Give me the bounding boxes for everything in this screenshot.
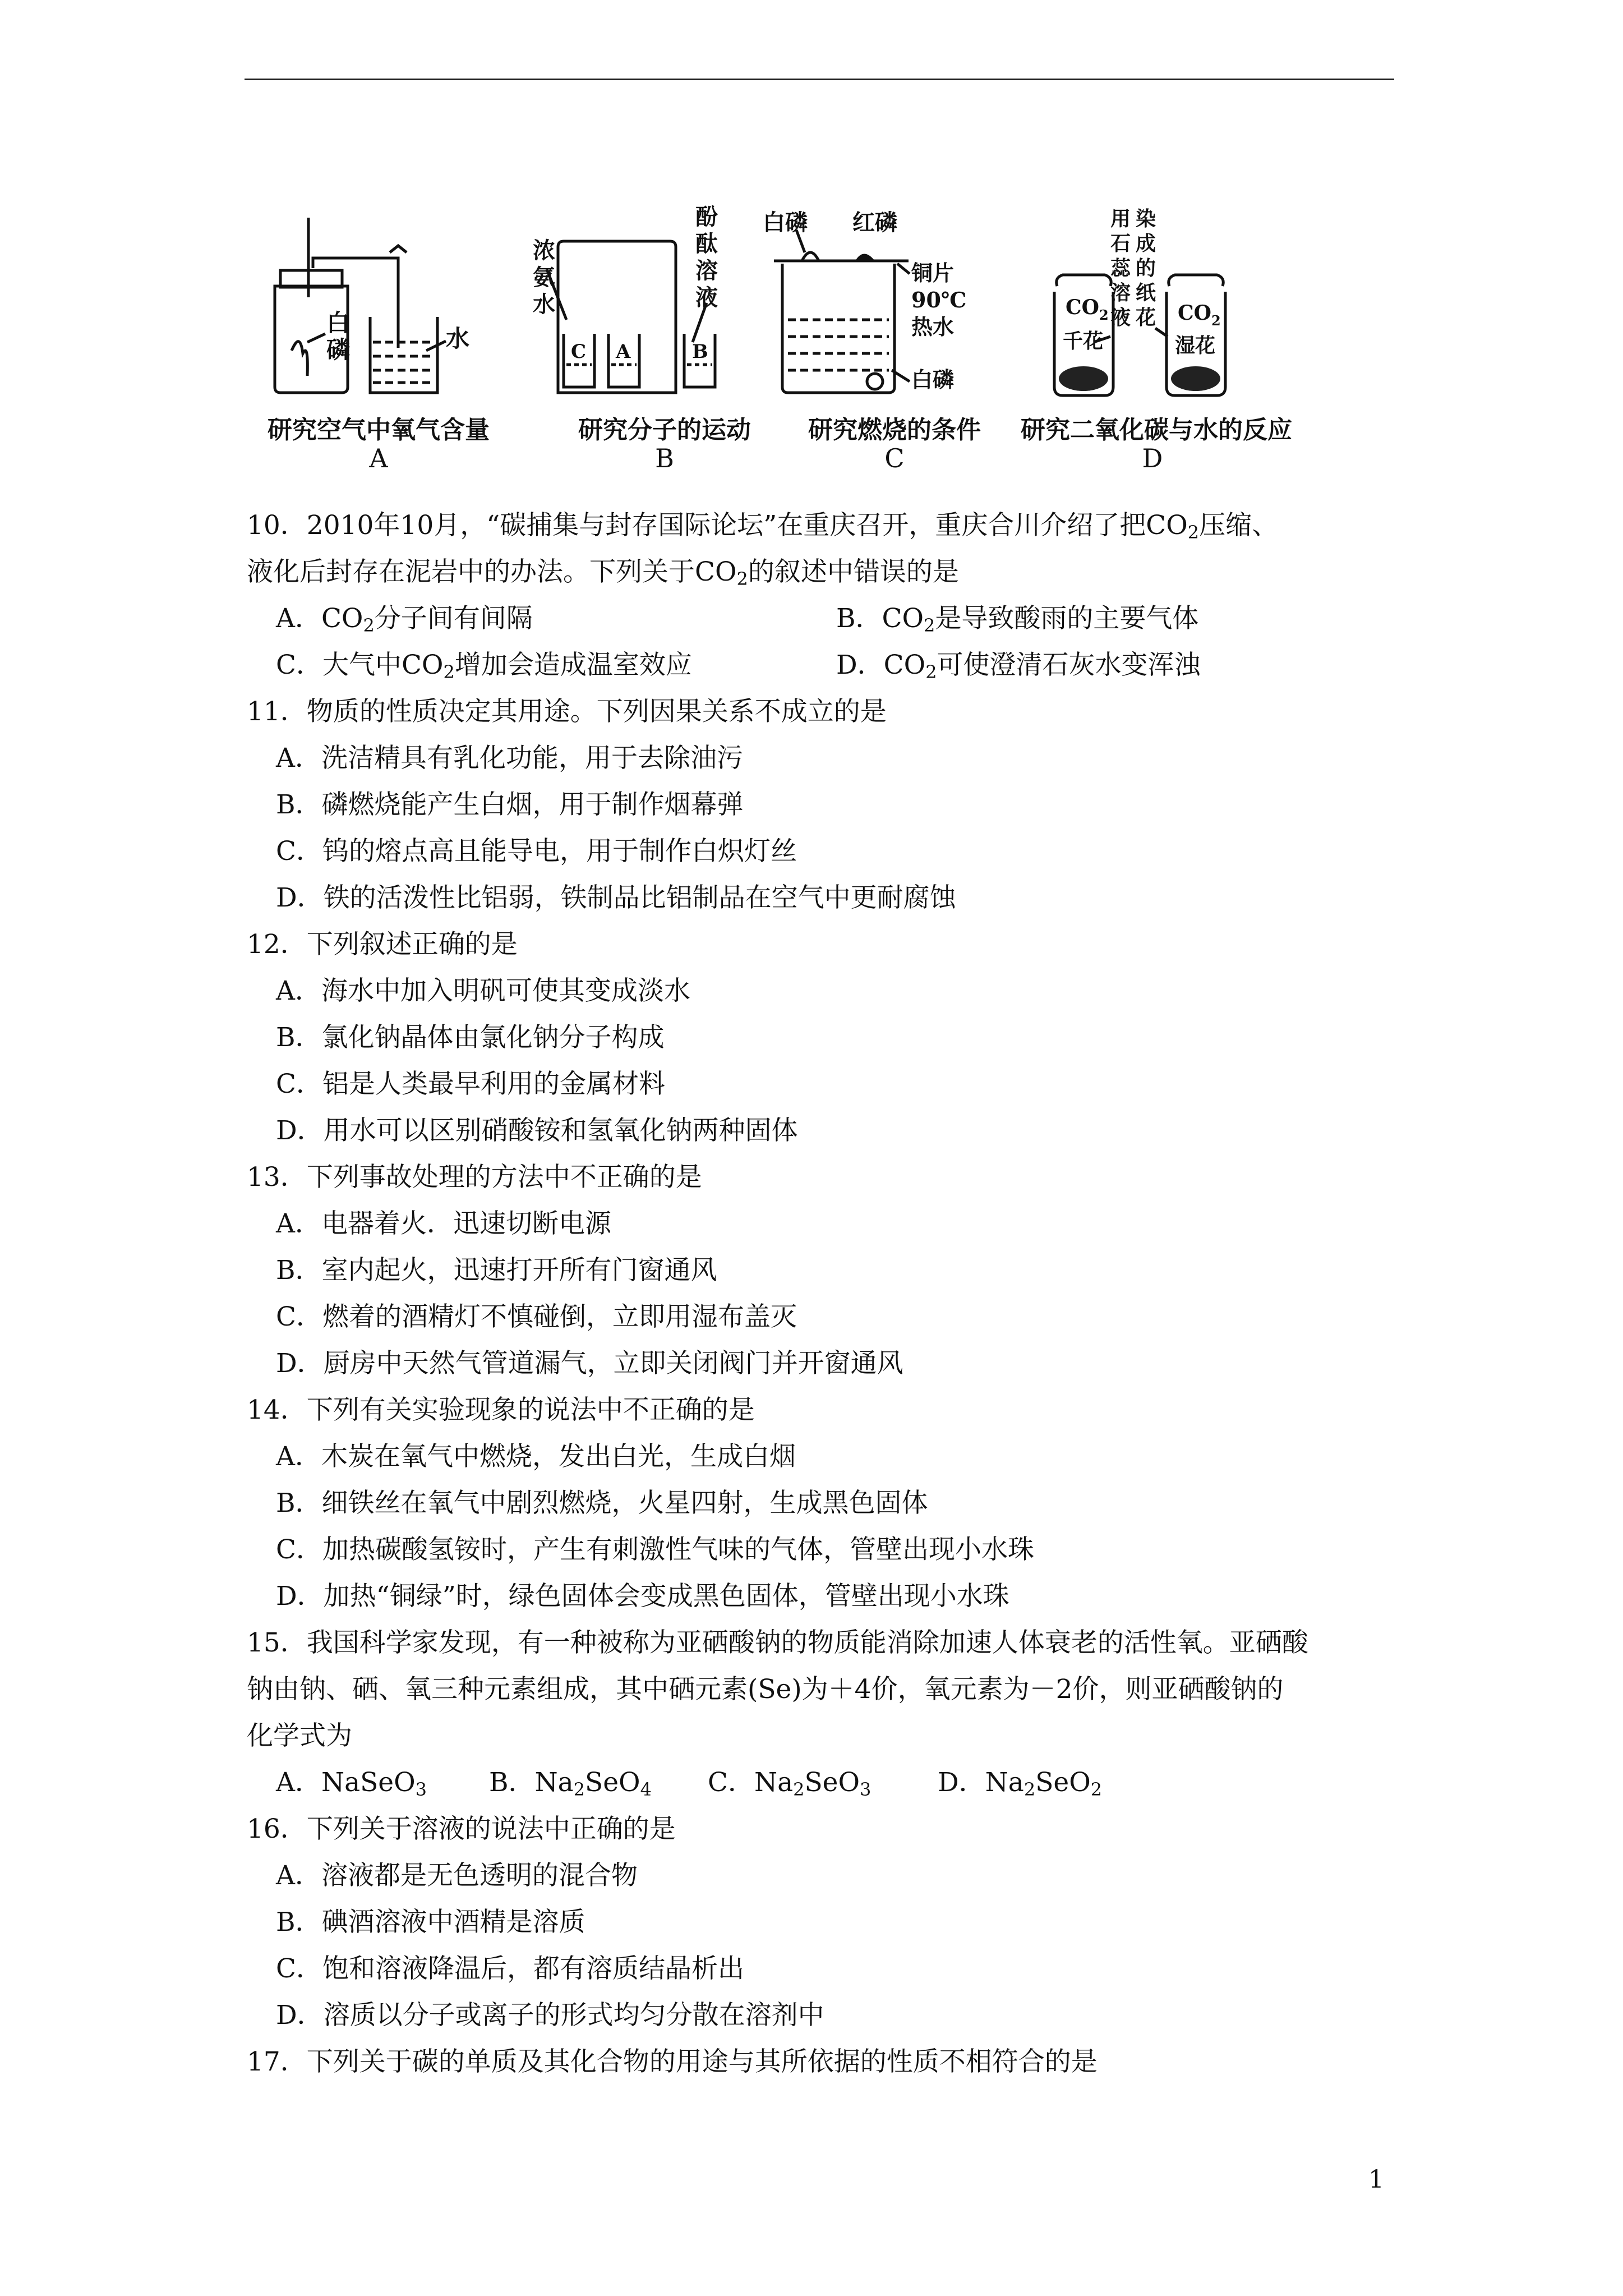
figure-d-letter: D: [1142, 443, 1163, 473]
q15-options: [247, 1759, 1396, 1806]
figure-d-caption: 研究二氧化碳与水的反应: [1021, 416, 1292, 444]
figure-a: [247, 208, 510, 477]
q15-option-d: D．$Na_2SeO_2$: [938, 1767, 1103, 1800]
beaker-label-a: A: [616, 341, 631, 363]
q10-option-a: A．$CO_2$分子间有间隔: [276, 603, 533, 636]
oxygen-content-apparatus-diagram: [247, 208, 510, 432]
label-phenolphthalein-1: 酚: [695, 204, 718, 230]
label-white-phosphorus-bottom: 白磷: [911, 367, 955, 392]
q16-option-c: C．饱和溶液降温后，都有溶质结晶析出: [276, 1953, 744, 1984]
label-dyed-paper-5: 花: [1136, 306, 1156, 329]
label-white-phosphorus-top: 白磷: [763, 209, 808, 236]
label-dyed-paper-1: 染: [1136, 207, 1156, 231]
label-concentrated-ammonia-1: 浓: [533, 237, 555, 264]
combustion-conditions-diagram: [763, 208, 1026, 432]
q10-option-b: B．$CO_2$是导致酸雨的主要气体: [836, 603, 1199, 636]
label-water: 水: [446, 325, 470, 352]
label-dyed-paper-4: 纸: [1136, 281, 1156, 305]
label-litmus-5: 液: [1110, 306, 1131, 329]
q13-stem: 13．下列事故处理的方法中不正确的是: [247, 1162, 702, 1193]
label-temperature: 90℃: [911, 287, 967, 312]
q16-option-d: D．溶质以分子或离子的形式均匀分散在溶剂中: [276, 2000, 824, 2031]
label-dry-flower: 千花: [1063, 329, 1104, 353]
q15-option-b: B．$Na_2SeO_4$: [489, 1767, 652, 1800]
figure-b-caption: 研究分子的运动: [578, 416, 751, 444]
q12-option-d: D．用水可以区别硝酸铵和氢氧化钠两种固体: [276, 1115, 798, 1146]
figure-d: [1021, 207, 1292, 477]
figure-c-letter: C: [884, 443, 905, 473]
label-wet-flower: 湿花: [1175, 334, 1216, 357]
q15-option-a: A．NaSeO$_3$: [276, 1767, 427, 1800]
q15-stem-line3: 化学式为: [247, 1720, 352, 1751]
q11-option-b: B．磷燃烧能产生白烟，用于制作烟幕弹: [276, 789, 744, 820]
q12-option-c: C．铝是人类最早利用的金属材料: [276, 1069, 665, 1099]
label-white-phosphorus-1: 白: [326, 309, 351, 337]
q15-stem-line2: 钠由钠、硒、氧三种元素组成，其中硒元素(Se)为＋4价，氧元素为－2价，则亚硒酸钠的: [247, 1674, 1284, 1705]
q14-option-d: D．加热“铜绿”时，绿色固体会变成黑色固体，管壁出现小水珠: [276, 1581, 1009, 1612]
q12-option-b: B．氯化钠晶体由氯化钠分子构成: [276, 1022, 665, 1053]
q15-stem-line1: 15．我国科学家发现，有一种被称为亚硒酸钠的物质能消除加速人体衰老的活性氧。亚硒酸: [247, 1627, 1308, 1658]
label-co2-right: $CO_2$: [1178, 301, 1221, 329]
label-white-phosphorus-2: 磷: [326, 336, 351, 364]
q13-option-c: C．燃着的酒精灯不慎碰倒，立即用湿布盖灭: [276, 1301, 797, 1332]
q16-option-a: A．溶液都是无色透明的混合物: [276, 1860, 638, 1891]
q11-option-a: A．洗洁精具有乳化功能，用于去除油污: [276, 743, 743, 774]
label-dyed-paper-3: 的: [1136, 256, 1156, 280]
q13-option-d: D．厨房中天然气管道漏气，立即关闭阀门并开窗通风: [276, 1348, 903, 1379]
q15-option-c: C．$Na_2SeO_3$: [708, 1767, 872, 1800]
figure-b: [533, 204, 796, 477]
q10-stem-line2: 液化后封存在泥岩中的办法。下列关于$CO_2$的叙述中错误的是: [247, 556, 959, 590]
figure-b-letter: B: [655, 443, 674, 473]
figure-a-letter: A: [369, 443, 388, 473]
co2-water-reaction-diagram: [1021, 208, 1284, 432]
label-hot-water: 热水: [911, 314, 955, 339]
figure-c: [763, 208, 1026, 477]
questions: [247, 502, 1396, 2085]
beaker-label-c: C: [571, 341, 587, 363]
q10-option-c: C．大气中$CO_2$增加会造成温室效应: [276, 650, 692, 683]
label-phenolphthalein-3: 溶: [695, 257, 718, 284]
q13-option-b: B．室内起火，迅速打开所有门窗通风: [276, 1255, 717, 1286]
q14-option-a: A．木炭在氧气中燃烧，发出白光，生成白烟: [276, 1441, 796, 1472]
label-concentrated-ammonia-3: 水: [533, 291, 555, 318]
label-litmus-3: 蕊: [1110, 256, 1131, 280]
q10-option-d: D．$CO_2$可使澄清石灰水变浑浊: [836, 650, 1201, 683]
figure-c-caption: 研究燃烧的条件: [808, 416, 981, 444]
q14-stem: 14．下列有关实验现象的说法中不正确的是: [247, 1395, 755, 1425]
label-litmus-4: 溶: [1110, 281, 1131, 305]
label-litmus-2: 石: [1110, 232, 1131, 255]
label-phenolphthalein-2: 酞: [695, 231, 718, 257]
header-rule: [245, 79, 1394, 80]
q11-stem: 11．物质的性质决定其用途。下列因果关系不成立的是: [247, 696, 887, 727]
q10-options-cd: [247, 642, 1396, 688]
figure-a-caption: 研究空气中氧气含量: [268, 416, 490, 444]
label-co2-left: $CO_2$: [1066, 296, 1109, 323]
page-number: 1: [1368, 2165, 1384, 2194]
label-copper-sheet: 铜片: [911, 260, 955, 286]
label-litmus-1: 用: [1110, 207, 1131, 231]
q10-stem-line1: 10．2010年10月，“碳捕集与封存国际论坛”在重庆召开，重庆合川介绍了把$CO_2$压缩、: [247, 510, 1279, 543]
label-concentrated-ammonia-2: 氨: [533, 264, 555, 291]
experiment-figures: [247, 204, 1374, 477]
q17-stem: 17．下列关于碳的单质及其化合物的用途与其所依据的性质不相符合的是: [247, 2046, 1098, 2077]
label-phenolphthalein-4: 液: [695, 284, 718, 311]
q12-option-a: A．海水中加入明矾可使其变成淡水: [276, 976, 690, 1006]
q13-option-a: A．电器着火．迅速切断电源: [276, 1208, 611, 1239]
q11-option-c: C．钨的熔点高且能导电，用于制作白炽灯丝: [276, 836, 797, 867]
q16-option-b: B．碘酒溶液中酒精是溶质: [276, 1907, 585, 1938]
q14-option-b: B．细铁丝在氧气中剧烈燃烧，火星四射，生成黑色固体: [276, 1488, 928, 1519]
molecular-motion-diagram: [533, 204, 796, 432]
label-red-phosphorus: 红磷: [852, 209, 897, 236]
q12-stem: 12．下列叙述正确的是: [247, 929, 518, 960]
q10-options-ab: [247, 595, 1396, 642]
q16-stem: 16．下列关于溶液的说法中正确的是: [247, 1814, 676, 1844]
q14-option-c: C．加热碳酸氢铵时，产生有刺激性气味的气体，管壁出现小水珠: [276, 1534, 1034, 1565]
beaker-label-b: B: [692, 341, 708, 363]
q11-option-d: D．铁的活泼性比铝弱，铁制品比铝制品在空气中更耐腐蚀: [276, 882, 956, 913]
label-dyed-paper-2: 成: [1136, 232, 1156, 255]
